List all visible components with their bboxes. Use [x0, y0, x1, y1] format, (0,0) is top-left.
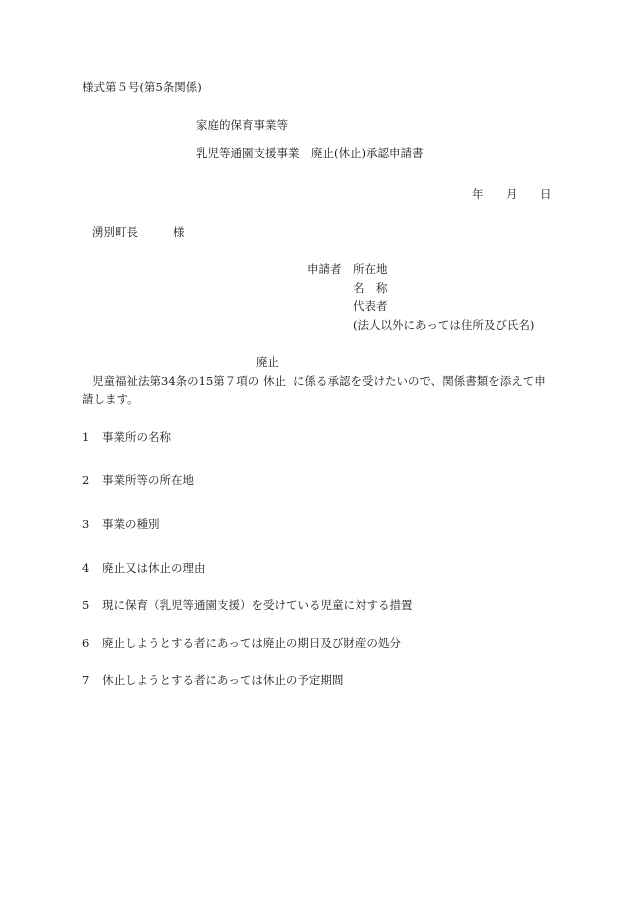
date-day: 日	[540, 187, 552, 201]
applicant-representative-label: 代表者	[353, 299, 388, 313]
body-line-2: 請します。	[82, 392, 139, 406]
date-month: 月	[506, 187, 518, 201]
body-line-1-start: 児童福祉法第34条の15第７項の	[92, 374, 260, 388]
list-item-number: 3	[82, 517, 90, 531]
list-item-number: 1	[82, 430, 90, 444]
list-item-number: 5	[82, 598, 90, 612]
list-item-number: 2	[82, 473, 90, 487]
list-item-text: 廃止しようとする者にあっては廃止の期日及び財産の処分	[102, 636, 401, 650]
option-abolition: 廃止	[256, 355, 279, 369]
list-item-number: 7	[82, 673, 90, 687]
applicant-address-label: 所在地	[353, 262, 388, 276]
list-item-text: 事業所の名称	[102, 430, 171, 444]
form-number-label: 様式第５号(第5条関係)	[82, 80, 202, 94]
title-line-1: 家庭的保育事業等	[196, 118, 288, 132]
title-line-2: 乳児等通園支援事業 廃止(休止)承認申請書	[196, 146, 424, 160]
applicant-note: (法人以外にあっては住所及び氏名)	[353, 318, 535, 332]
list-item-text: 事業の種別	[102, 517, 160, 531]
list-item-text: 現に保育（乳児等通園支援）を受けている児童に対する措置	[102, 598, 413, 612]
list-item-number: 4	[82, 561, 90, 575]
addressee-name: 湧別町長	[92, 225, 138, 239]
applicant-name-label: 名 称	[353, 281, 388, 295]
applicant-label: 申請者	[307, 262, 342, 276]
addressee-honorific: 様	[173, 225, 185, 239]
option-suspension: 休止	[263, 374, 286, 388]
list-item-text: 休止しようとする者にあっては休止の予定期間	[102, 673, 344, 687]
list-item-number: 6	[82, 636, 90, 650]
list-item-text: 廃止又は休止の理由	[102, 561, 206, 575]
date-year: 年	[472, 187, 484, 201]
list-item-text: 事業所等の所在地	[102, 473, 194, 487]
body-line-1-rest: に係る承認を受けたいので、関係書類を添えて申	[293, 374, 546, 388]
